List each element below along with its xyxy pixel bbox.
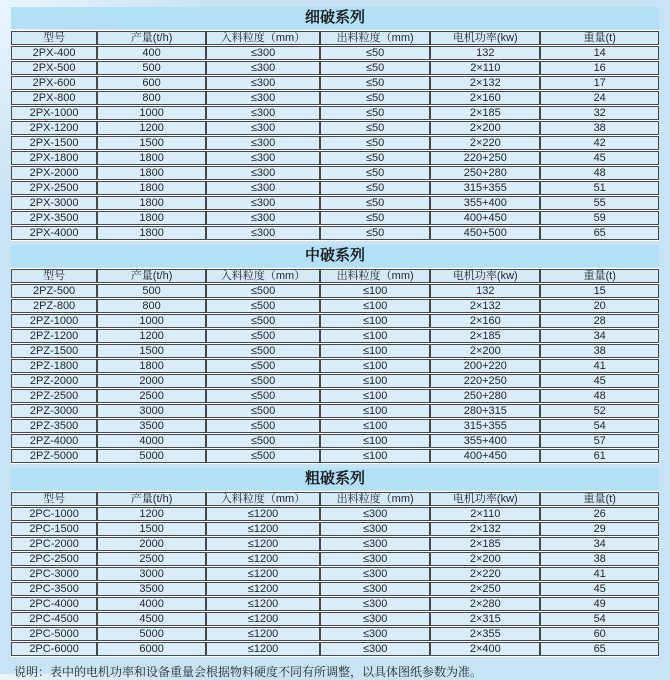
feed-size-cell: ≤1200 xyxy=(206,642,320,656)
model-cell: 2PX-1200 xyxy=(11,121,97,135)
motor-power-cell: 250+280 xyxy=(430,166,540,180)
feed-size-cell: ≤300 xyxy=(206,91,320,105)
output-cell: 1800 xyxy=(97,166,206,180)
output-cell: 500 xyxy=(97,284,206,298)
output-cell: 3500 xyxy=(97,419,206,433)
model-cell: 2PC-6000 xyxy=(11,642,97,656)
weight-cell: 45 xyxy=(540,151,659,165)
weight-cell: 16 xyxy=(540,61,659,75)
discharge-size-cell: ≤50 xyxy=(320,121,430,135)
motor-power-cell: 315+355 xyxy=(430,181,540,195)
model-cell: 2PX-500 xyxy=(11,61,97,75)
weight-cell: 41 xyxy=(540,359,659,373)
feed-size-cell: ≤1200 xyxy=(206,582,320,596)
output-cell: 1000 xyxy=(97,314,206,328)
output-cell: 1000 xyxy=(97,106,206,120)
model-cell: 2PZ-500 xyxy=(11,284,97,298)
feed-size-cell: ≤300 xyxy=(206,76,320,90)
discharge-size-cell: ≤50 xyxy=(320,136,430,150)
weight-cell: 42 xyxy=(540,136,659,150)
discharge-size-cell: ≤100 xyxy=(320,344,430,358)
table-row xyxy=(11,642,659,656)
motor-power-cell: 2×185 xyxy=(430,537,540,551)
motor-power-cell: 220+250 xyxy=(430,151,540,165)
motor-power-cell: 2×250 xyxy=(430,582,540,596)
output-cell: 3000 xyxy=(97,404,206,418)
column-header-output: 产量(t/h) xyxy=(97,492,206,506)
output-cell: 400 xyxy=(97,46,206,60)
model-cell: 2PZ-3500 xyxy=(11,419,97,433)
output-cell: 2500 xyxy=(97,552,206,566)
weight-cell: 20 xyxy=(540,299,659,313)
table-row xyxy=(11,359,659,373)
weight-cell: 32 xyxy=(540,106,659,120)
column-header-feed-size: 入料粒度（mm） xyxy=(206,31,320,45)
discharge-size-cell: ≤50 xyxy=(320,76,430,90)
column-header-feed-size: 入料粒度（mm） xyxy=(206,269,320,283)
spec-table xyxy=(11,268,659,464)
weight-cell: 45 xyxy=(540,374,659,388)
column-header-motor-power: 电机功率(kw) xyxy=(430,269,540,283)
model-cell: 2PZ-1500 xyxy=(11,344,97,358)
output-cell: 1500 xyxy=(97,136,206,150)
table-row xyxy=(11,46,659,60)
output-cell: 1500 xyxy=(97,344,206,358)
feed-size-cell: ≤500 xyxy=(206,404,320,418)
output-cell: 1800 xyxy=(97,151,206,165)
discharge-size-cell: ≤50 xyxy=(320,151,430,165)
header-row xyxy=(11,492,659,506)
table-row xyxy=(11,434,659,448)
table-row xyxy=(11,522,659,536)
section-coarse-crushing-series xyxy=(11,468,659,657)
weight-cell: 49 xyxy=(540,597,659,611)
feed-size-cell: ≤300 xyxy=(206,166,320,180)
motor-power-cell: 355+400 xyxy=(430,434,540,448)
table-row xyxy=(11,284,659,298)
model-cell: 2PC-2500 xyxy=(11,552,97,566)
model-cell: 2PZ-1800 xyxy=(11,359,97,373)
feed-size-cell: ≤500 xyxy=(206,344,320,358)
table-row xyxy=(11,211,659,225)
output-cell: 4000 xyxy=(97,597,206,611)
model-cell: 2PX-800 xyxy=(11,91,97,105)
weight-cell: 55 xyxy=(540,196,659,210)
section-fine-crushing-series xyxy=(11,7,659,241)
column-header-motor-power: 电机功率(kw) xyxy=(430,31,540,45)
column-header-model: 型号 xyxy=(11,492,97,506)
table-row xyxy=(11,61,659,75)
feed-size-cell: ≤1200 xyxy=(206,567,320,581)
model-cell: 2PX-400 xyxy=(11,46,97,60)
discharge-size-cell: ≤100 xyxy=(320,434,430,448)
motor-power-cell: 315+355 xyxy=(430,419,540,433)
discharge-size-cell: ≤100 xyxy=(320,329,430,343)
weight-cell: 15 xyxy=(540,284,659,298)
discharge-size-cell: ≤300 xyxy=(320,552,430,566)
weight-cell: 54 xyxy=(540,612,659,626)
output-cell: 3500 xyxy=(97,582,206,596)
output-cell: 4000 xyxy=(97,434,206,448)
weight-cell: 34 xyxy=(540,537,659,551)
column-header-weight: 重量(t) xyxy=(540,492,659,506)
weight-cell: 38 xyxy=(540,121,659,135)
model-cell: 2PX-2500 xyxy=(11,181,97,195)
spec-table xyxy=(11,30,659,241)
discharge-size-cell: ≤100 xyxy=(320,449,430,463)
feed-size-cell: ≤300 xyxy=(206,211,320,225)
table-row xyxy=(11,404,659,418)
motor-power-cell: 2×160 xyxy=(430,314,540,328)
weight-cell: 57 xyxy=(540,434,659,448)
feed-size-cell: ≤500 xyxy=(206,284,320,298)
feed-size-cell: ≤500 xyxy=(206,329,320,343)
weight-cell: 48 xyxy=(540,166,659,180)
column-header-output: 产量(t/h) xyxy=(97,31,206,45)
table-row xyxy=(11,552,659,566)
discharge-size-cell: ≤100 xyxy=(320,359,430,373)
motor-power-cell: 2×315 xyxy=(430,612,540,626)
column-header-weight: 重量(t) xyxy=(540,269,659,283)
column-header-discharge-size: 出料粒度（mm) xyxy=(320,492,430,506)
feed-size-cell: ≤300 xyxy=(206,136,320,150)
feed-size-cell: ≤500 xyxy=(206,314,320,328)
motor-power-cell: 2×200 xyxy=(430,344,540,358)
weight-cell: 52 xyxy=(540,404,659,418)
table-row xyxy=(11,91,659,105)
weight-cell: 26 xyxy=(540,507,659,521)
discharge-size-cell: ≤50 xyxy=(320,46,430,60)
table-row xyxy=(11,612,659,626)
motor-power-cell: 2×132 xyxy=(430,299,540,313)
model-cell: 2PZ-800 xyxy=(11,299,97,313)
output-cell: 600 xyxy=(97,76,206,90)
weight-cell: 38 xyxy=(540,552,659,566)
column-header-model: 型号 xyxy=(11,31,97,45)
column-header-feed-size: 入料粒度（mm） xyxy=(206,492,320,506)
weight-cell: 60 xyxy=(540,627,659,641)
feed-size-cell: ≤500 xyxy=(206,434,320,448)
discharge-size-cell: ≤300 xyxy=(320,567,430,581)
table-row xyxy=(11,106,659,120)
table-row xyxy=(11,121,659,135)
feed-size-cell: ≤1200 xyxy=(206,552,320,566)
table-row xyxy=(11,627,659,641)
section-title: 细破系列 xyxy=(11,7,659,29)
model-cell: 2PC-3500 xyxy=(11,582,97,596)
weight-cell: 28 xyxy=(540,314,659,328)
feed-size-cell: ≤1200 xyxy=(206,627,320,641)
model-cell: 2PZ-1000 xyxy=(11,314,97,328)
output-cell: 1800 xyxy=(97,226,206,240)
discharge-size-cell: ≤300 xyxy=(320,507,430,521)
header-row xyxy=(11,31,659,45)
output-cell: 500 xyxy=(97,61,206,75)
discharge-size-cell: ≤300 xyxy=(320,642,430,656)
model-cell: 2PC-4500 xyxy=(11,612,97,626)
discharge-size-cell: ≤100 xyxy=(320,374,430,388)
weight-cell: 61 xyxy=(540,449,659,463)
motor-power-cell: 2×220 xyxy=(430,136,540,150)
column-header-model: 型号 xyxy=(11,269,97,283)
motor-power-cell: 2×185 xyxy=(430,329,540,343)
weight-cell: 29 xyxy=(540,522,659,536)
motor-power-cell: 2×185 xyxy=(430,106,540,120)
motor-power-cell: 132 xyxy=(430,46,540,60)
weight-cell: 38 xyxy=(540,344,659,358)
table-row xyxy=(11,76,659,90)
model-cell: 2PC-5000 xyxy=(11,627,97,641)
motor-power-cell: 2×200 xyxy=(430,121,540,135)
discharge-size-cell: ≤50 xyxy=(320,181,430,195)
output-cell: 1200 xyxy=(97,121,206,135)
table-row xyxy=(11,299,659,313)
feed-size-cell: ≤500 xyxy=(206,419,320,433)
weight-cell: 14 xyxy=(540,46,659,60)
table-row xyxy=(11,166,659,180)
column-header-weight: 重量(t) xyxy=(540,31,659,45)
discharge-size-cell: ≤50 xyxy=(320,61,430,75)
motor-power-cell: 2×110 xyxy=(430,507,540,521)
table-row xyxy=(11,582,659,596)
table-row xyxy=(11,181,659,195)
motor-power-cell: 250+280 xyxy=(430,389,540,403)
output-cell: 1800 xyxy=(97,211,206,225)
motor-power-cell: 450+500 xyxy=(430,226,540,240)
motor-power-cell: 400+450 xyxy=(430,449,540,463)
column-header-discharge-size: 出料粒度（mm) xyxy=(320,269,430,283)
column-header-motor-power: 电机功率(kw) xyxy=(430,492,540,506)
weight-cell: 54 xyxy=(540,419,659,433)
output-cell: 1800 xyxy=(97,359,206,373)
feed-size-cell: ≤500 xyxy=(206,449,320,463)
feed-size-cell: ≤300 xyxy=(206,121,320,135)
model-cell: 2PX-2000 xyxy=(11,166,97,180)
model-cell: 2PZ-5000 xyxy=(11,449,97,463)
table-row xyxy=(11,419,659,433)
table-row xyxy=(11,344,659,358)
model-cell: 2PX-600 xyxy=(11,76,97,90)
output-cell: 6000 xyxy=(97,642,206,656)
motor-power-cell: 2×200 xyxy=(430,552,540,566)
motor-power-cell: 2×132 xyxy=(430,76,540,90)
discharge-size-cell: ≤100 xyxy=(320,404,430,418)
feed-size-cell: ≤500 xyxy=(206,374,320,388)
weight-cell: 65 xyxy=(540,642,659,656)
weight-cell: 51 xyxy=(540,181,659,195)
weight-cell: 65 xyxy=(540,226,659,240)
output-cell: 1200 xyxy=(97,329,206,343)
output-cell: 4500 xyxy=(97,612,206,626)
discharge-size-cell: ≤300 xyxy=(320,597,430,611)
column-header-output: 产量(t/h) xyxy=(97,269,206,283)
section-title: 中破系列 xyxy=(11,245,659,267)
table-row xyxy=(11,314,659,328)
model-cell: 2PZ-4000 xyxy=(11,434,97,448)
table-row xyxy=(11,196,659,210)
output-cell: 800 xyxy=(97,91,206,105)
output-cell: 5000 xyxy=(97,449,206,463)
output-cell: 2500 xyxy=(97,389,206,403)
feed-size-cell: ≤300 xyxy=(206,196,320,210)
model-cell: 2PC-2000 xyxy=(11,537,97,551)
model-cell: 2PX-3500 xyxy=(11,211,97,225)
motor-power-cell: 355+400 xyxy=(430,196,540,210)
discharge-size-cell: ≤300 xyxy=(320,522,430,536)
output-cell: 1800 xyxy=(97,196,206,210)
feed-size-cell: ≤1200 xyxy=(206,612,320,626)
output-cell: 3000 xyxy=(97,567,206,581)
motor-power-cell: 2×110 xyxy=(430,61,540,75)
output-cell: 5000 xyxy=(97,627,206,641)
table-row xyxy=(11,226,659,240)
motor-power-cell: 2×160 xyxy=(430,91,540,105)
table-row xyxy=(11,567,659,581)
discharge-size-cell: ≤100 xyxy=(320,419,430,433)
motor-power-cell: 280+315 xyxy=(430,404,540,418)
weight-cell: 17 xyxy=(540,76,659,90)
model-cell: 2PZ-3000 xyxy=(11,404,97,418)
model-cell: 2PX-4000 xyxy=(11,226,97,240)
motor-power-cell: 132 xyxy=(430,284,540,298)
table-row xyxy=(11,151,659,165)
motor-power-cell: 2×132 xyxy=(430,522,540,536)
weight-cell: 24 xyxy=(540,91,659,105)
discharge-size-cell: ≤300 xyxy=(320,537,430,551)
weight-cell: 41 xyxy=(540,567,659,581)
feed-size-cell: ≤300 xyxy=(206,151,320,165)
discharge-size-cell: ≤100 xyxy=(320,284,430,298)
section-title: 粗破系列 xyxy=(11,468,659,490)
output-cell: 2000 xyxy=(97,374,206,388)
discharge-size-cell: ≤100 xyxy=(320,389,430,403)
feed-size-cell: ≤500 xyxy=(206,299,320,313)
motor-power-cell: 2×220 xyxy=(430,567,540,581)
table-row xyxy=(11,449,659,463)
discharge-size-cell: ≤300 xyxy=(320,627,430,641)
weight-cell: 34 xyxy=(540,329,659,343)
table-row xyxy=(11,597,659,611)
model-cell: 2PX-3000 xyxy=(11,196,97,210)
motor-power-cell: 2×355 xyxy=(430,627,540,641)
table-row xyxy=(11,507,659,521)
model-cell: 2PC-3000 xyxy=(11,567,97,581)
weight-cell: 48 xyxy=(540,389,659,403)
model-cell: 2PC-1000 xyxy=(11,507,97,521)
output-cell: 1500 xyxy=(97,522,206,536)
spec-table xyxy=(11,491,659,657)
motor-power-cell: 220+250 xyxy=(430,374,540,388)
feed-size-cell: ≤300 xyxy=(206,181,320,195)
model-cell: 2PZ-1200 xyxy=(11,329,97,343)
output-cell: 2000 xyxy=(97,537,206,551)
table-row xyxy=(11,389,659,403)
discharge-size-cell: ≤300 xyxy=(320,582,430,596)
feed-size-cell: ≤500 xyxy=(206,389,320,403)
output-cell: 800 xyxy=(97,299,206,313)
feed-size-cell: ≤300 xyxy=(206,46,320,60)
feed-size-cell: ≤300 xyxy=(206,61,320,75)
discharge-size-cell: ≤50 xyxy=(320,196,430,210)
discharge-size-cell: ≤100 xyxy=(320,314,430,328)
discharge-size-cell: ≤50 xyxy=(320,91,430,105)
feed-size-cell: ≤300 xyxy=(206,226,320,240)
motor-power-cell: 2×280 xyxy=(430,597,540,611)
footnote: 说明：表中的电机功率和设备重量会根据物料硬度不同有所调整，以具体图纸参数为准。 xyxy=(14,665,483,679)
weight-cell: 59 xyxy=(540,211,659,225)
model-cell: 2PC-4000 xyxy=(11,597,97,611)
discharge-size-cell: ≤50 xyxy=(320,211,430,225)
motor-power-cell: 2×400 xyxy=(430,642,540,656)
motor-power-cell: 200+220 xyxy=(430,359,540,373)
feed-size-cell: ≤1200 xyxy=(206,507,320,521)
feed-size-cell: ≤1200 xyxy=(206,537,320,551)
motor-power-cell: 400+450 xyxy=(430,211,540,225)
table-row xyxy=(11,329,659,343)
feed-size-cell: ≤300 xyxy=(206,106,320,120)
weight-cell: 45 xyxy=(540,582,659,596)
model-cell: 2PC-1500 xyxy=(11,522,97,536)
discharge-size-cell: ≤50 xyxy=(320,226,430,240)
model-cell: 2PZ-2500 xyxy=(11,389,97,403)
feed-size-cell: ≤1200 xyxy=(206,597,320,611)
model-cell: 2PZ-2000 xyxy=(11,374,97,388)
model-cell: 2PX-1000 xyxy=(11,106,97,120)
output-cell: 1200 xyxy=(97,507,206,521)
table-row xyxy=(11,374,659,388)
discharge-size-cell: ≤100 xyxy=(320,299,430,313)
model-cell: 2PX-1500 xyxy=(11,136,97,150)
table-row xyxy=(11,136,659,150)
discharge-size-cell: ≤50 xyxy=(320,166,430,180)
discharge-size-cell: ≤50 xyxy=(320,106,430,120)
feed-size-cell: ≤500 xyxy=(206,359,320,373)
feed-size-cell: ≤1200 xyxy=(206,522,320,536)
discharge-size-cell: ≤300 xyxy=(320,612,430,626)
table-row xyxy=(11,537,659,551)
section-medium-crushing-series xyxy=(11,245,659,464)
column-header-discharge-size: 出料粒度（mm) xyxy=(320,31,430,45)
model-cell: 2PX-1800 xyxy=(11,151,97,165)
header-row xyxy=(11,269,659,283)
output-cell: 1800 xyxy=(97,181,206,195)
